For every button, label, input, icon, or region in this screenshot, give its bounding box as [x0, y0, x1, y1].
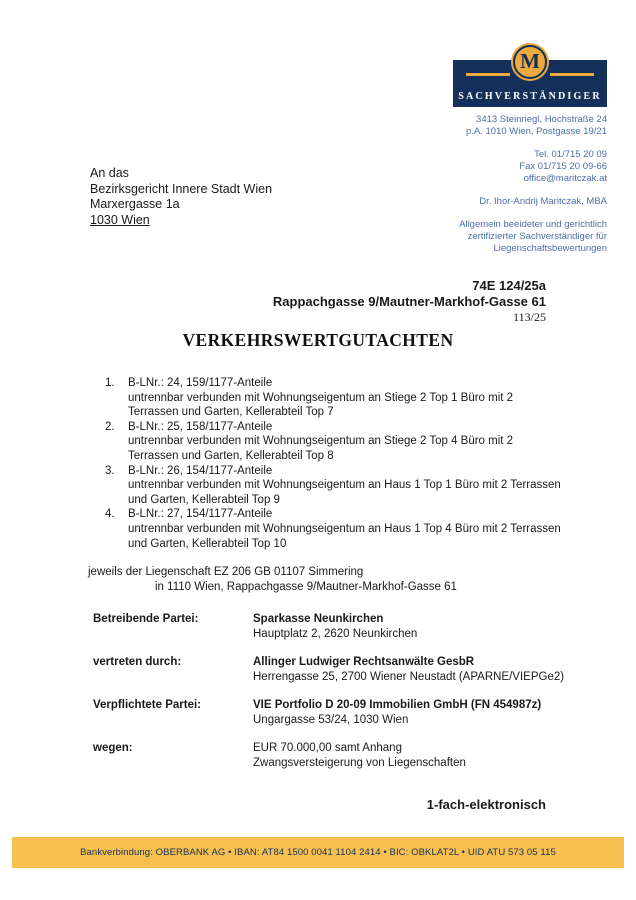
claim-amount: EUR 70.000,00 samt Anhang [253, 742, 402, 754]
list-item [105, 420, 563, 464]
certification-line1: Allgemein beeideter und gerichtlich [459, 219, 607, 230]
recipient-street: Marxergasse 1a [90, 197, 180, 211]
party-row [93, 612, 571, 641]
list-item [105, 376, 563, 420]
office-address-line2: p.A. 1010 Wien, Postgasse 19/21 [465, 126, 607, 137]
document-title: VERKEHRSWERTGUTACHTEN [182, 330, 454, 350]
list-item-share: B-LNr.: 27, 154/1177-Anteile [128, 508, 273, 521]
list-item-description: untrennbar verbunden mit Wohnungseigentum an Stiege 2 Top 1 Büro mit 2 Terrassen und Garten, Kellerabteil Top 7 [128, 391, 514, 419]
party-name: Allinger Ludwiger Rechtsanwälte GesbR [253, 656, 475, 668]
party-label: Betreibende Partei: [93, 613, 199, 625]
party-label: Verpflichtete Partei: [93, 699, 202, 711]
property-line2: in 1110 Wien, Rappachgasse 9/Mautner-Markhof-Gasse 61 [155, 581, 457, 593]
logo-monogram: M [520, 49, 540, 73]
certification-line3: Liegenschaftsbewertungen [493, 243, 607, 254]
letterhead-contact [459, 114, 607, 266]
list-item [105, 464, 563, 508]
bank-details: Bankverbindung: OBERBANK AG • IBAN: AT84 1500 0041 1104 2414 • BIC: OBKLAT2L • UID ATU 573 05 115 [80, 847, 556, 858]
list-item-number: 4. [105, 508, 115, 521]
page-reference: 113/25 [513, 310, 546, 324]
party-name: VIE Portfolio D 20-09 Immobilien GmbH (FN 454987z) [253, 699, 542, 711]
recipient-city: 1030 Wien [90, 212, 150, 227]
claim-type: Zwangsversteigerung von Liegenschaften [253, 756, 466, 769]
list-item [105, 507, 563, 551]
list-item-number: 3. [105, 464, 115, 477]
party-address: Hauptplatz 2, 2620 Neunkirchen [253, 627, 418, 640]
list-item-share: B-LNr.: 24, 159/1177-Anteile [128, 377, 273, 389]
footer-bank-bar [12, 837, 624, 868]
list-item-description: untrennbar verbunden mit Wohnungseigentum an Haus 1 Top 4 Büro mit 2 Terrassen und Garten, Kellerabteil Top 10 [128, 522, 561, 550]
list-item-description: untrennbar verbunden mit Wohnungseigentum an Stiege 2 Top 4 Büro mit 2 Terrassen und Garten, Kellerabteil Top 8 [128, 435, 514, 462]
list-item-number: 2. [105, 420, 115, 433]
list-item-description: untrennbar verbunden mit Wohnungseigentum an Haus 1 Top 1 Büro mit 2 Terrassen und Garten, Kellerabteil Top 9 [128, 479, 561, 506]
logo-monogram-badge [513, 45, 547, 79]
recipient-address [90, 166, 272, 228]
recipient-court: Bezirksgericht Innere Stadt Wien [90, 181, 273, 196]
share-list [105, 376, 563, 551]
party-address: Ungargasse 53/24, 1030 Wien [253, 713, 409, 726]
property-identification [88, 565, 457, 595]
property-line1: jeweils der Liegenschaft EZ 206 GB 01107 Simmering [88, 566, 364, 578]
party-address: Herrengasse 25, 2700 Wiener Neustadt (APARNE/VIEPGe2) [253, 670, 565, 683]
party-name: Sparkasse Neunkirchen [253, 613, 384, 625]
party-label: vertreten durch: [93, 656, 182, 668]
party-row [93, 655, 571, 684]
party-row [93, 741, 571, 770]
logo-rule-left [466, 73, 510, 76]
list-item-share: B-LNr.: 26, 154/1177-Anteile [128, 464, 273, 477]
certification-line2: zertifizierter Sachverständiger für [467, 231, 607, 242]
recipient-salutation: An das [90, 166, 129, 180]
logo-rule-right [550, 73, 594, 76]
case-property-address: Rappachgasse 9/Mautner-Markhof-Gasse 61 [272, 294, 546, 309]
phone-number: Tel. 01/715 20 09 [534, 149, 607, 160]
list-item-number: 1. [105, 377, 115, 389]
parties-table [93, 612, 571, 784]
company-logo [453, 45, 607, 107]
fax-number: Fax 01/715 20 09-66 [519, 161, 607, 172]
email-address[interactable]: office@maritczak.at [523, 173, 607, 184]
expert-name: Dr. Ihor-Andrij Maritczak, MBA [479, 196, 607, 207]
party-row [93, 698, 571, 727]
office-address-line1: 3413 Steinriegl, Hochstraße 24 [476, 114, 607, 125]
delivery-note: 1-fach-elektronisch [426, 797, 546, 812]
list-item-share: B-LNr.: 25, 158/1177-Anteile [128, 420, 273, 433]
case-number: 74E 124/25a [472, 278, 546, 293]
case-reference [273, 278, 546, 325]
logo-wordmark: SACHVERSTÄNDIGER [458, 91, 602, 102]
party-label: wegen: [93, 742, 133, 754]
